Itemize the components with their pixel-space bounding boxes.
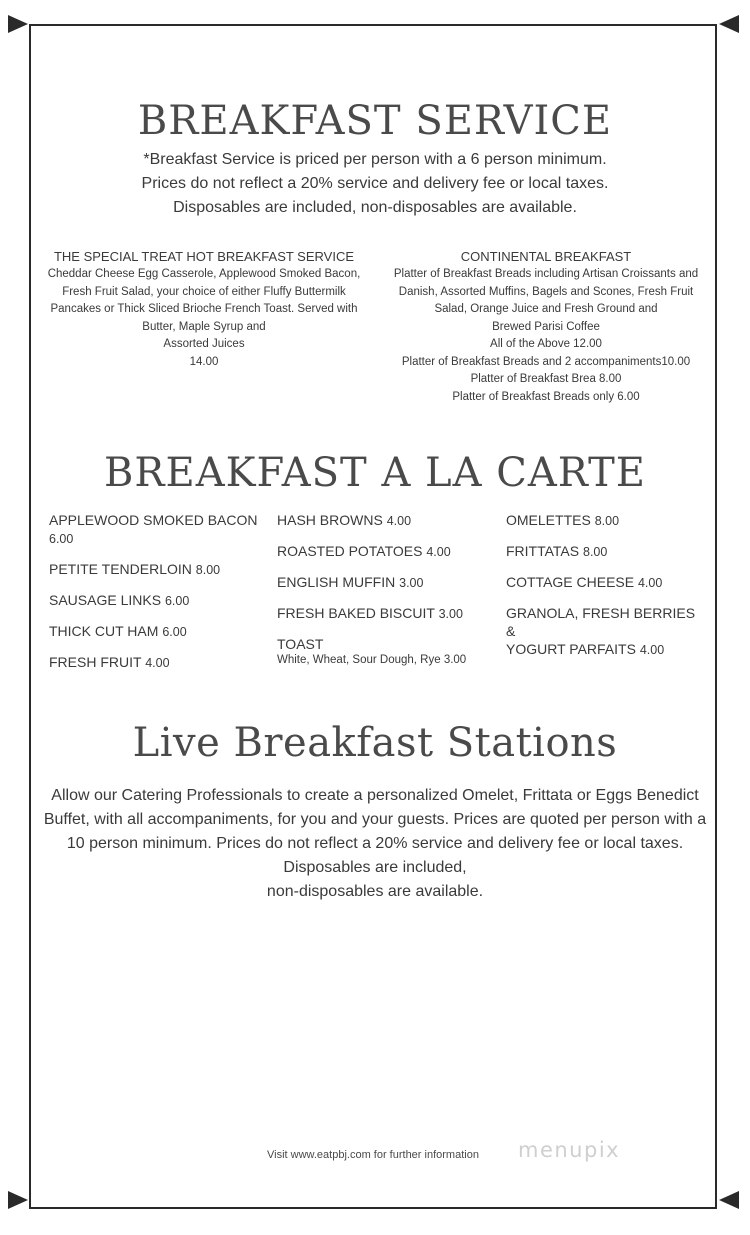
menu-item: APPLEWOOD SMOKED BACON 6.00: [49, 512, 258, 546]
menu-item: ENGLISH MUFFIN 3.00: [277, 574, 424, 590]
special-treat-title: THE SPECIAL TREAT HOT BREAKFAST SERVICE: [53, 249, 355, 264]
a-la-carte-column-2: [277, 511, 492, 680]
breakfast-service-title: BREAKFAST SERVICE: [137, 98, 613, 144]
menu-item: ROASTED POTATOES 4.00: [277, 543, 451, 559]
continental-block: CONTINENTAL BREAKFAST Platter of Breakfast Breads including Artisan Croissants and Danish, Assorted Muffins, Bagels and Scones, Fresh Fruit Salad, Orange Juice and Fresh Ground and Brewed Parisi Coffee All of the Above 12.00 Platter of Breakfast Breads and 2 accompaniments10.00 Platter of Breakfast Brea 8.00 Platter of Breakfast Breads only 6.00: [393, 249, 699, 403]
menu-item: FRESH FRUIT 4.00: [49, 654, 170, 670]
website-note: Visit www.eatpbj.com for further information: [267, 1149, 479, 1161]
menu-item: FRITTATAS 8.00: [506, 543, 608, 559]
menu-item: PETITE TENDERLOIN 8.00: [49, 561, 221, 577]
a-la-carte-column-3: [506, 511, 706, 671]
menu-item: THICK CUT HAM 6.00: [49, 623, 187, 639]
a-la-carte-title: BREAKFAST A LA CARTE: [104, 450, 646, 496]
menu-item: SAUSAGE LINKS 6.00: [49, 592, 190, 608]
breakfast-service-intro: *Breakfast Service is priced per person with a 6 person minimum. Prices do not reflect a 20% service and delivery fee or local taxes. Disposables are included, non-disposables are available.: [141, 151, 609, 216]
special-treat-block: THE SPECIAL TREAT HOT BREAKFAST SERVICE Cheddar Cheese Egg Casserole, Applewood Smoked Bacon, Fresh Fruit Salad, your choice of either Fluffy Buttermilk Pancakes or Thick Sliced Brioche French Toast. Served with Butter, Maple Syrup and Assorted Juices 14.00: [45, 248, 363, 371]
corner-arrow-icon: [719, 1191, 739, 1209]
a-la-carte-column-1: [49, 511, 259, 684]
live-stations-description: Allow our Catering Professionals to create a personalized Omelet, Frittata or Eggs Benedict Buffet, with all accompaniments, for you and your guests. Prices are quoted per person with a 10 person minimum. Prices do not reflect a 20% service and delivery fee or local taxes. Disposables are included, non-disposables are available.: [43, 787, 707, 900]
menupix-watermark: menupix: [518, 1138, 621, 1162]
continental-title: CONTINENTAL BREAKFAST: [460, 249, 632, 264]
corner-arrow-icon: [8, 15, 28, 33]
special-treat-price: 14.00: [189, 355, 219, 368]
menu-item: HASH BROWNS 4.00: [277, 512, 412, 528]
menu-item: OMELETTES 8.00: [506, 512, 620, 528]
menu-item: COTTAGE CHEESE 4.00: [506, 574, 663, 590]
menu-item: TOAST White, Wheat, Sour Dough, Rye 3.00: [277, 636, 467, 666]
menu-item: GRANOLA, FRESH BERRIES & YOGURT PARFAITS 4.00: [506, 605, 696, 657]
corner-arrow-icon: [719, 15, 739, 33]
live-stations-title: Live Breakfast Stations: [132, 720, 618, 766]
corner-arrow-icon: [8, 1191, 28, 1209]
menu-item: FRESH BAKED BISCUIT 3.00: [277, 605, 463, 621]
